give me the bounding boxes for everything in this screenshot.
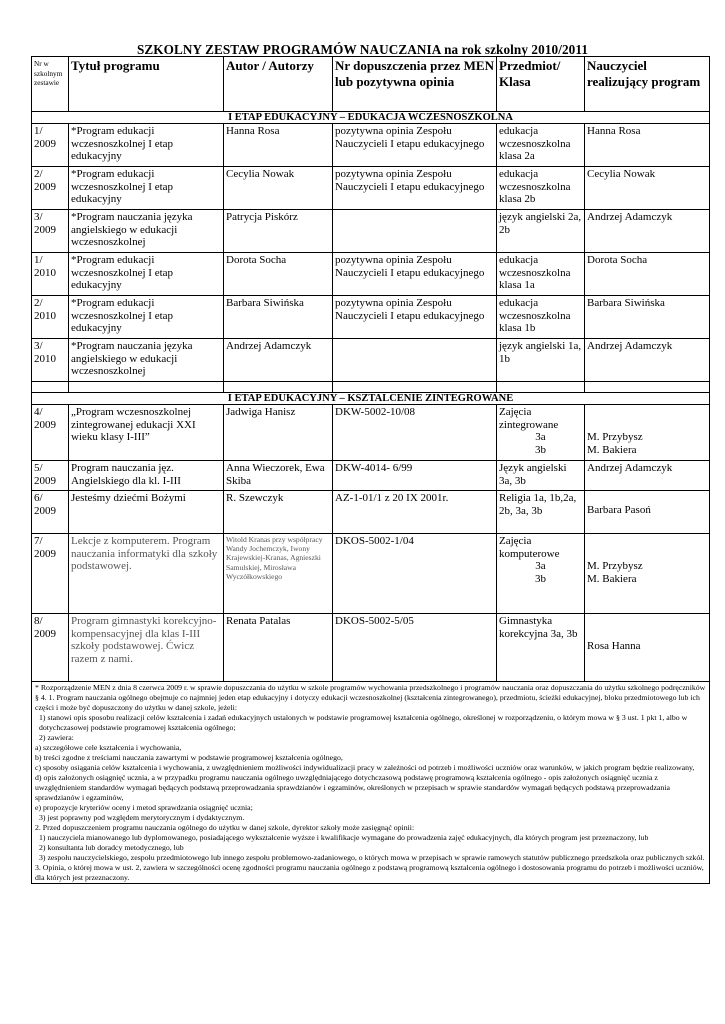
cell-approval: pozytywna opinia Zespołu Nauczycieli I etapu edukacyjnego	[333, 253, 497, 296]
footnote	[32, 682, 710, 884]
subject-class: 3b	[535, 572, 546, 585]
teacher-name: Barbara Pasoń	[587, 504, 651, 516]
footnote-line: 2. Przed dopuszczeniem programu nauczania ogólnego do użytku w danej szkole, dyrektor szkoły może zasięgnąć opinii:	[35, 823, 415, 832]
header-row	[32, 57, 710, 112]
cell-title: *Program edukacji wczesnoszkolnej I etap edukacyjny	[69, 296, 224, 339]
cell-nr: 7/ 2009	[32, 534, 69, 614]
cell-title: Program nauczania jęz. Angielskiego dla kl. I-III	[69, 461, 224, 491]
teacher-name: M. Przybysz	[587, 431, 643, 443]
cell-title: *Program nauczania języka angielskiego w edukacji wczesnoszkolnej	[69, 339, 224, 382]
table-row	[32, 405, 710, 461]
cell-subject: Gimnastyka korekcyjna 3a, 3b	[497, 614, 585, 682]
footnote-line: § 4. 1. Program nauczania ogólnego obejmuje co najmniej jeden etap edukacyjny i dotyczy edukacji wczesnoszkolnej (kształcenia zintegrowanego), przedmiotu, ścieżki edukacyjnej, bloku przedmiotowego lub ich części i może być dopuszczony do użytku w danej szkole, jeżeli:	[35, 693, 700, 712]
cell-teacher	[585, 534, 710, 614]
cell-nr: 3/ 2010	[32, 339, 69, 382]
cell-nr: 1/ 2009	[32, 124, 69, 167]
cell-subject: edukacja wczesnoszkolna klasa 2b	[497, 167, 585, 210]
footnote-line: * Rozporządzenie MEN z dnia 8 czerwca 2009 r. w sprawie dopuszczania do użytku w szkole programów wychowania przedszkolnego i programów nauczania oraz dopuszczania do użytku szkolnego podręczników	[35, 683, 706, 692]
cell-author: Hanna Rosa	[224, 124, 333, 167]
cell-teacher: Andrzej Adamczyk	[585, 339, 710, 382]
cell-author: Jadwiga Hanisz	[224, 405, 333, 461]
cell-teacher: Andrzej Adamczyk	[585, 461, 710, 491]
table-row	[32, 534, 710, 614]
cell-approval	[333, 210, 497, 253]
cell-teacher	[585, 491, 710, 534]
footnote-line: 2) zawiera:	[39, 733, 74, 742]
cell-teacher	[585, 614, 710, 682]
footnote-line: 1) stanowi opis sposobu realizacji celów kształcenia i zadań edukacyjnych ustalonych w podstawie programowej kształcenia ogólnego, określonej w rozporządzeniu, o którym mowa w § 3 ust. 1 pkt 1, albo w dotychczasowej podstawie programowej kształcenia ogólnego;	[39, 713, 688, 732]
table-row	[32, 253, 710, 296]
page-title: SZKOLNY ZESTAW PROGRAMÓW NAUCZANIA na rok szkolny 2010/2011	[136, 42, 589, 57]
footnote-line: 1) nauczyciela mianowanego lub dyplomowanego, posiadającego wykształcenie wyższe i kwalifikacje wymagane do prowadzenia zajęć edukacyjnych, dla których program jest przeznaczony, lub	[39, 833, 649, 842]
cell-approval: pozytywna opinia Zespołu Nauczycieli I etapu edukacyjnego	[333, 167, 497, 210]
section-header-row	[32, 112, 710, 124]
cell-subject: Religia 1a, 1b,2a, 2b, 3a, 3b	[497, 491, 585, 534]
cell-nr: 8/ 2009	[32, 614, 69, 682]
cell-approval: pozytywna opinia Zespołu Nauczycieli I etapu edukacyjnego	[333, 296, 497, 339]
cell-subject	[497, 534, 585, 614]
teacher-name: Rosa Hanna	[587, 640, 641, 652]
header-subject: Przedmiot/ Klasa	[497, 57, 585, 112]
cell-author: Anna Wieczorek, Ewa Skiba	[224, 461, 333, 491]
program-table	[31, 56, 710, 884]
cell-nr: 3/ 2009	[32, 210, 69, 253]
header-nr: Nr w szkolnym zestawie	[32, 57, 69, 112]
section-title-wczesnoszkolna: I ETAP EDUKACYJNY – EDUKACJA WCZESNOSZKOLNA	[32, 112, 710, 124]
subject-class: 3a	[535, 431, 546, 443]
cell-title: *Program edukacji wczesnoszkolnej I etap edukacyjny	[69, 253, 224, 296]
cell-teacher: Hanna Rosa	[585, 124, 710, 167]
header-author: Autor / Autorzy	[224, 57, 333, 112]
cell-author: Witold Kranas przy współpracy Wandy Jochemczyk, Iwony Krajewskiej-Kranas, Agnieszki Samulskiej, Mirosława Wyczółkowskiego	[224, 534, 333, 614]
cell-author: Cecylia Nowak	[224, 167, 333, 210]
cell-teacher: Dorota Socha	[585, 253, 710, 296]
footnote-line: e) propozycje kryteriów oceny i metod sprawdzania osiągnięć ucznia;	[35, 803, 253, 812]
teacher-name: M. Bakiera	[587, 443, 637, 456]
table-row	[32, 296, 710, 339]
cell-subject: edukacja wczesnoszkolna klasa 2a	[497, 124, 585, 167]
cell-author: Renata Patalas	[224, 614, 333, 682]
cell-nr: 5/ 2009	[32, 461, 69, 491]
subject-name: Zajęcia zintegrowane	[499, 406, 559, 431]
footnote-line: c) sposoby osiągania celów kształcenia i wychowania, z uwzględnieniem możliwości indywidualizacji pracy w zależności od potrzeb i możliwości uczniów oraz warunków, w jakich program będzie realizowany,	[35, 763, 695, 772]
footnote-line: 3. Opinia, o której mowa w ust. 2, zawiera w szczególności ocenę zgodności programu nauczania ogólnego z podstawą programową kształcenia ogólnego i dostosowania programu do potrzeb i możliwości uczniów, dla których jest przeznaczony.	[35, 863, 704, 882]
cell-title: „Program wczesnoszkolnej zintegrowanej edukacji XXI wieku klasy I-III”	[69, 405, 224, 461]
cell-nr: 2/ 2009	[32, 167, 69, 210]
cell-subject: edukacja wczesnoszkolna klasa 1b	[497, 296, 585, 339]
table-row	[32, 167, 710, 210]
cell-approval: pozytywna opinia Zespołu Nauczycieli I etapu edukacyjnego	[333, 124, 497, 167]
section-title-zintegrowane: I ETAP EDUKACYJNY – KSZTALCENIE ZINTEGROWANE	[32, 393, 710, 405]
cell-title: Program gimnastyki korekcyjno-kompensacyjnej dla klas I-III szkoły podstawowej. Ćwicz razem z nami.	[69, 614, 224, 682]
footnote-line: 3) zespołu nauczycielskiego, zespołu przedmiotowego lub innego zespołu problemowo-zadaniowego, o których mowa w przepisach w sprawie ramowych statutów publicznego przedszkola oraz publicznych szkół.	[39, 853, 705, 862]
cell-author: Dorota Socha	[224, 253, 333, 296]
cell-nr: 2/ 2010	[32, 296, 69, 339]
cell-nr: 6/ 2009	[32, 491, 69, 534]
table-row	[32, 491, 710, 534]
cell-author: Barbara Siwińska	[224, 296, 333, 339]
footnote-line: d) opis założonych osiągnięć ucznia, a w przypadku programu nauczania ogólnego uwzględniającego dotychczasową podstawę programową kształcenia ogólnego - opis założonych osiągnięć ucznia z uwzględnieniem standardów wymagań będących podstawą przeprowadzania sprawdzianów i egzaminów, określonych w przepisach w sprawie standardów wymagań będących podstawą przeprowadzania sprawdzianów i egzaminów,	[35, 773, 670, 802]
subject-class: 3b	[535, 443, 546, 456]
cell-teacher: Barbara Siwińska	[585, 296, 710, 339]
cell-title: *Program edukacji wczesnoszkolnej I etap edukacyjny	[69, 124, 224, 167]
cell-approval: DKW-5002-10/08	[333, 405, 497, 461]
cell-title: Lekcje z komputerem. Program nauczania informatyki dla szkoły podstawowej.	[69, 534, 224, 614]
teacher-name: M. Przybysz	[587, 560, 643, 572]
header-teacher: Nauczyciel realizujący program	[585, 57, 710, 112]
cell-subject: edukacja wczesnoszkolna klasa 1a	[497, 253, 585, 296]
footnote-line: a) szczegółowe cele kształcenia i wychowania,	[35, 743, 182, 752]
spacer-row	[32, 382, 710, 393]
cell-nr: 1/ 2010	[32, 253, 69, 296]
cell-teacher: Cecylia Nowak	[585, 167, 710, 210]
cell-subject: język angielski 2a, 2b	[497, 210, 585, 253]
table-row	[32, 614, 710, 682]
footnote-line: 2) konsultanta lub doradcy metodycznego, lub	[39, 843, 184, 852]
cell-approval	[333, 339, 497, 382]
table-row	[32, 461, 710, 491]
cell-nr: 4/ 2009	[32, 405, 69, 461]
header-title: Tytuł programu	[69, 57, 224, 112]
cell-author: Patrycja Piskórz	[224, 210, 333, 253]
table-row	[32, 124, 710, 167]
section-header-row	[32, 393, 710, 405]
cell-subject	[497, 405, 585, 461]
cell-teacher	[585, 405, 710, 461]
footnote-row	[32, 682, 710, 884]
cell-author: Andrzej Adamczyk	[224, 339, 333, 382]
cell-title: *Program nauczania języka angielskiego w edukacji wczesnoszkolnej	[69, 210, 224, 253]
subject-class: 3a	[535, 560, 546, 572]
table-row	[32, 210, 710, 253]
footnote-line: b) treści zgodne z treściami nauczania zawartymi w podstawie programowej kształcenia ogólnego,	[35, 753, 343, 762]
cell-title: Jesteśmy dziećmi Bożymi	[69, 491, 224, 534]
cell-subject: Język angielski 3a, 3b	[497, 461, 585, 491]
cell-approval: AZ-1-01/1 z 20 IX 2001r.	[333, 491, 497, 534]
table-row	[32, 339, 710, 382]
header-approval: Nr dopuszczenia przez MEN lub pozytywna opinia	[333, 57, 497, 112]
cell-title: *Program edukacji wczesnoszkolnej I etap edukacyjny	[69, 167, 224, 210]
cell-author: R. Szewczyk	[224, 491, 333, 534]
cell-subject: język angielski 1a, 1b	[497, 339, 585, 382]
cell-approval: DKW-4014- 6/99	[333, 461, 497, 491]
subject-name: Zajęcia komputerowe	[499, 535, 560, 560]
footnote-line: 3) jest poprawny pod względem merytorycznym i dydaktycznym.	[39, 813, 245, 822]
cell-approval: DKOS-5002-5/05	[333, 614, 497, 682]
teacher-name: M. Bakiera	[587, 572, 637, 585]
cell-teacher: Andrzej Adamczyk	[585, 210, 710, 253]
cell-approval: DKOS-5002-1/04	[333, 534, 497, 614]
